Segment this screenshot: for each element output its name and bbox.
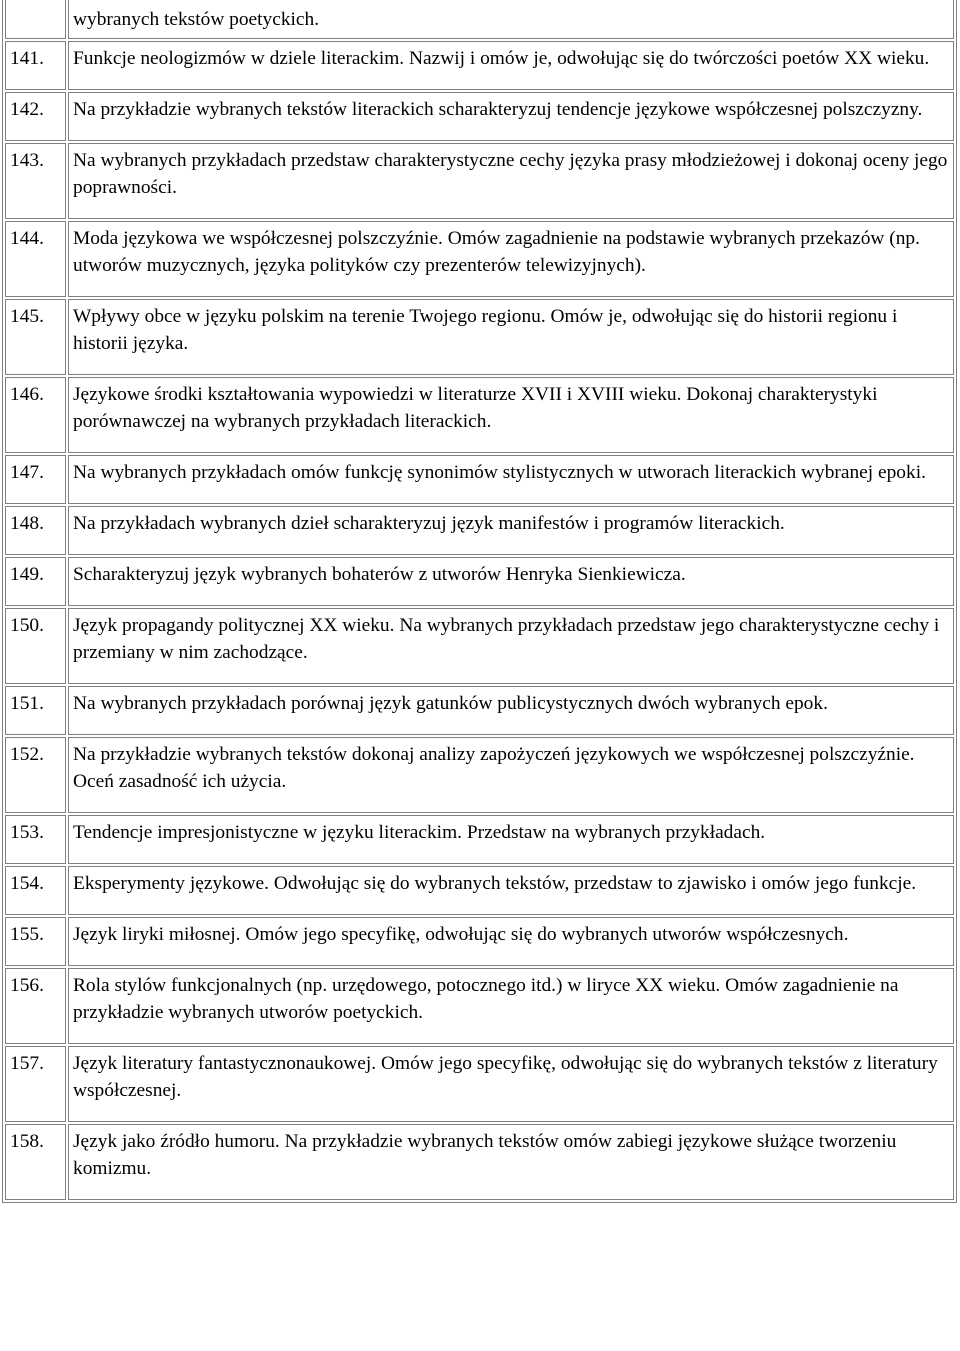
- topic-text: Funkcje neologizmów w dziele literackim. Nazwij i omów je, odwołując się do twórczości poetów XX wieku.: [68, 41, 954, 90]
- table-row: [5, 455, 954, 504]
- table-row: [5, 1046, 954, 1122]
- topics-table: [2, 0, 957, 1203]
- topic-text: Eksperymenty językowe. Odwołując się do wybranych tekstów, przedstaw to zjawisko i omów jego funkcje.: [68, 866, 954, 915]
- topic-number: 149.: [5, 557, 66, 606]
- table-row: [5, 557, 954, 606]
- topic-number: 157.: [5, 1046, 66, 1122]
- table-row: [5, 686, 954, 735]
- table-row: [5, 221, 954, 297]
- topic-text: Scharakteryzuj język wybranych bohaterów z utworów Henryka Sienkiewicza.: [68, 557, 954, 606]
- topics-table-body: [5, 0, 954, 1200]
- topic-text: Wpływy obce w języku polskim na terenie Twojego regionu. Omów je, odwołując się do historii regionu i historii języka.: [68, 299, 954, 375]
- topic-number: 153.: [5, 815, 66, 864]
- topic-number: 141.: [5, 41, 66, 90]
- topic-text: Na przykładzie wybranych tekstów literackich scharakteryzuj tendencje językowe współczesnej polszczyzny.: [68, 92, 954, 141]
- topic-number: 155.: [5, 917, 66, 966]
- table-row: [5, 299, 954, 375]
- topic-text: wybranych tekstów poetyckich.: [68, 0, 954, 39]
- topic-number: 148.: [5, 506, 66, 555]
- topic-text: Moda językowa we współczesnej polszczyźnie. Omów zagadnienie na podstawie wybranych przekazów (np. utworów muzycznych, języka polityków czy prezenterów telewizyjnych).: [68, 221, 954, 297]
- table-row: [5, 866, 954, 915]
- table-row: [5, 143, 954, 219]
- table-row: [5, 0, 954, 39]
- table-row: [5, 377, 954, 453]
- table-row: [5, 506, 954, 555]
- topic-number: 150.: [5, 608, 66, 684]
- topic-number: 152.: [5, 737, 66, 813]
- table-row: [5, 608, 954, 684]
- table-row: [5, 968, 954, 1044]
- topic-text: Rola stylów funkcjonalnych (np. urzędowego, potocznego itd.) w liryce XX wieku. Omów zagadnienie na przykładzie wybranych utworów poetyckich.: [68, 968, 954, 1044]
- table-row: [5, 92, 954, 141]
- table-row: [5, 917, 954, 966]
- topic-text: Język propagandy politycznej XX wieku. Na wybranych przykładach przedstaw jego charakterystyczne cechy i przemiany w nim zachodzące.: [68, 608, 954, 684]
- topic-number: 156.: [5, 968, 66, 1044]
- table-row: [5, 815, 954, 864]
- topic-text: Język literatury fantastycznonaukowej. Omów jego specyfikę, odwołując się do wybranych tekstów z literatury współczesnej.: [68, 1046, 954, 1122]
- topic-number: 142.: [5, 92, 66, 141]
- topic-text: Tendencje impresjonistyczne w języku literackim. Przedstaw na wybranych przykładach.: [68, 815, 954, 864]
- topic-number: 146.: [5, 377, 66, 453]
- table-row: [5, 41, 954, 90]
- topic-number: 154.: [5, 866, 66, 915]
- topic-number: 147.: [5, 455, 66, 504]
- topic-number: 151.: [5, 686, 66, 735]
- topic-text: Na przykładach wybranych dzieł scharakteryzuj język manifestów i programów literackich.: [68, 506, 954, 555]
- topic-number: 158.: [5, 1124, 66, 1200]
- topic-text: Językowe środki kształtowania wypowiedzi w literaturze XVII i XVIII wieku. Dokonaj charakterystyki porównawczej na wybranych przykładach literackich.: [68, 377, 954, 453]
- topic-text: Język jako źródło humoru. Na przykładzie wybranych tekstów omów zabiegi językowe służące tworzeniu komizmu.: [68, 1124, 954, 1200]
- topic-text: Na wybranych przykładach omów funkcję synonimów stylistycznych w utworach literackich wybranej epoki.: [68, 455, 954, 504]
- table-row: [5, 737, 954, 813]
- table-row: [5, 1124, 954, 1200]
- topic-text: Język liryki miłosnej. Omów jego specyfikę, odwołując się do wybranych utworów współczesnych.: [68, 917, 954, 966]
- topic-number: 143.: [5, 143, 66, 219]
- topic-number: [5, 0, 66, 39]
- topic-text: Na wybranych przykładach przedstaw charakterystyczne cechy języka prasy młodzieżowej i dokonaj oceny jego poprawności.: [68, 143, 954, 219]
- topic-text: Na przykładzie wybranych tekstów dokonaj analizy zapożyczeń językowych we współczesnej polszczyźnie. Oceń zasadność ich użycia.: [68, 737, 954, 813]
- topic-text: Na wybranych przykładach porównaj język gatunków publicystycznych dwóch wybranych epok.: [68, 686, 954, 735]
- topic-number: 145.: [5, 299, 66, 375]
- topic-number: 144.: [5, 221, 66, 297]
